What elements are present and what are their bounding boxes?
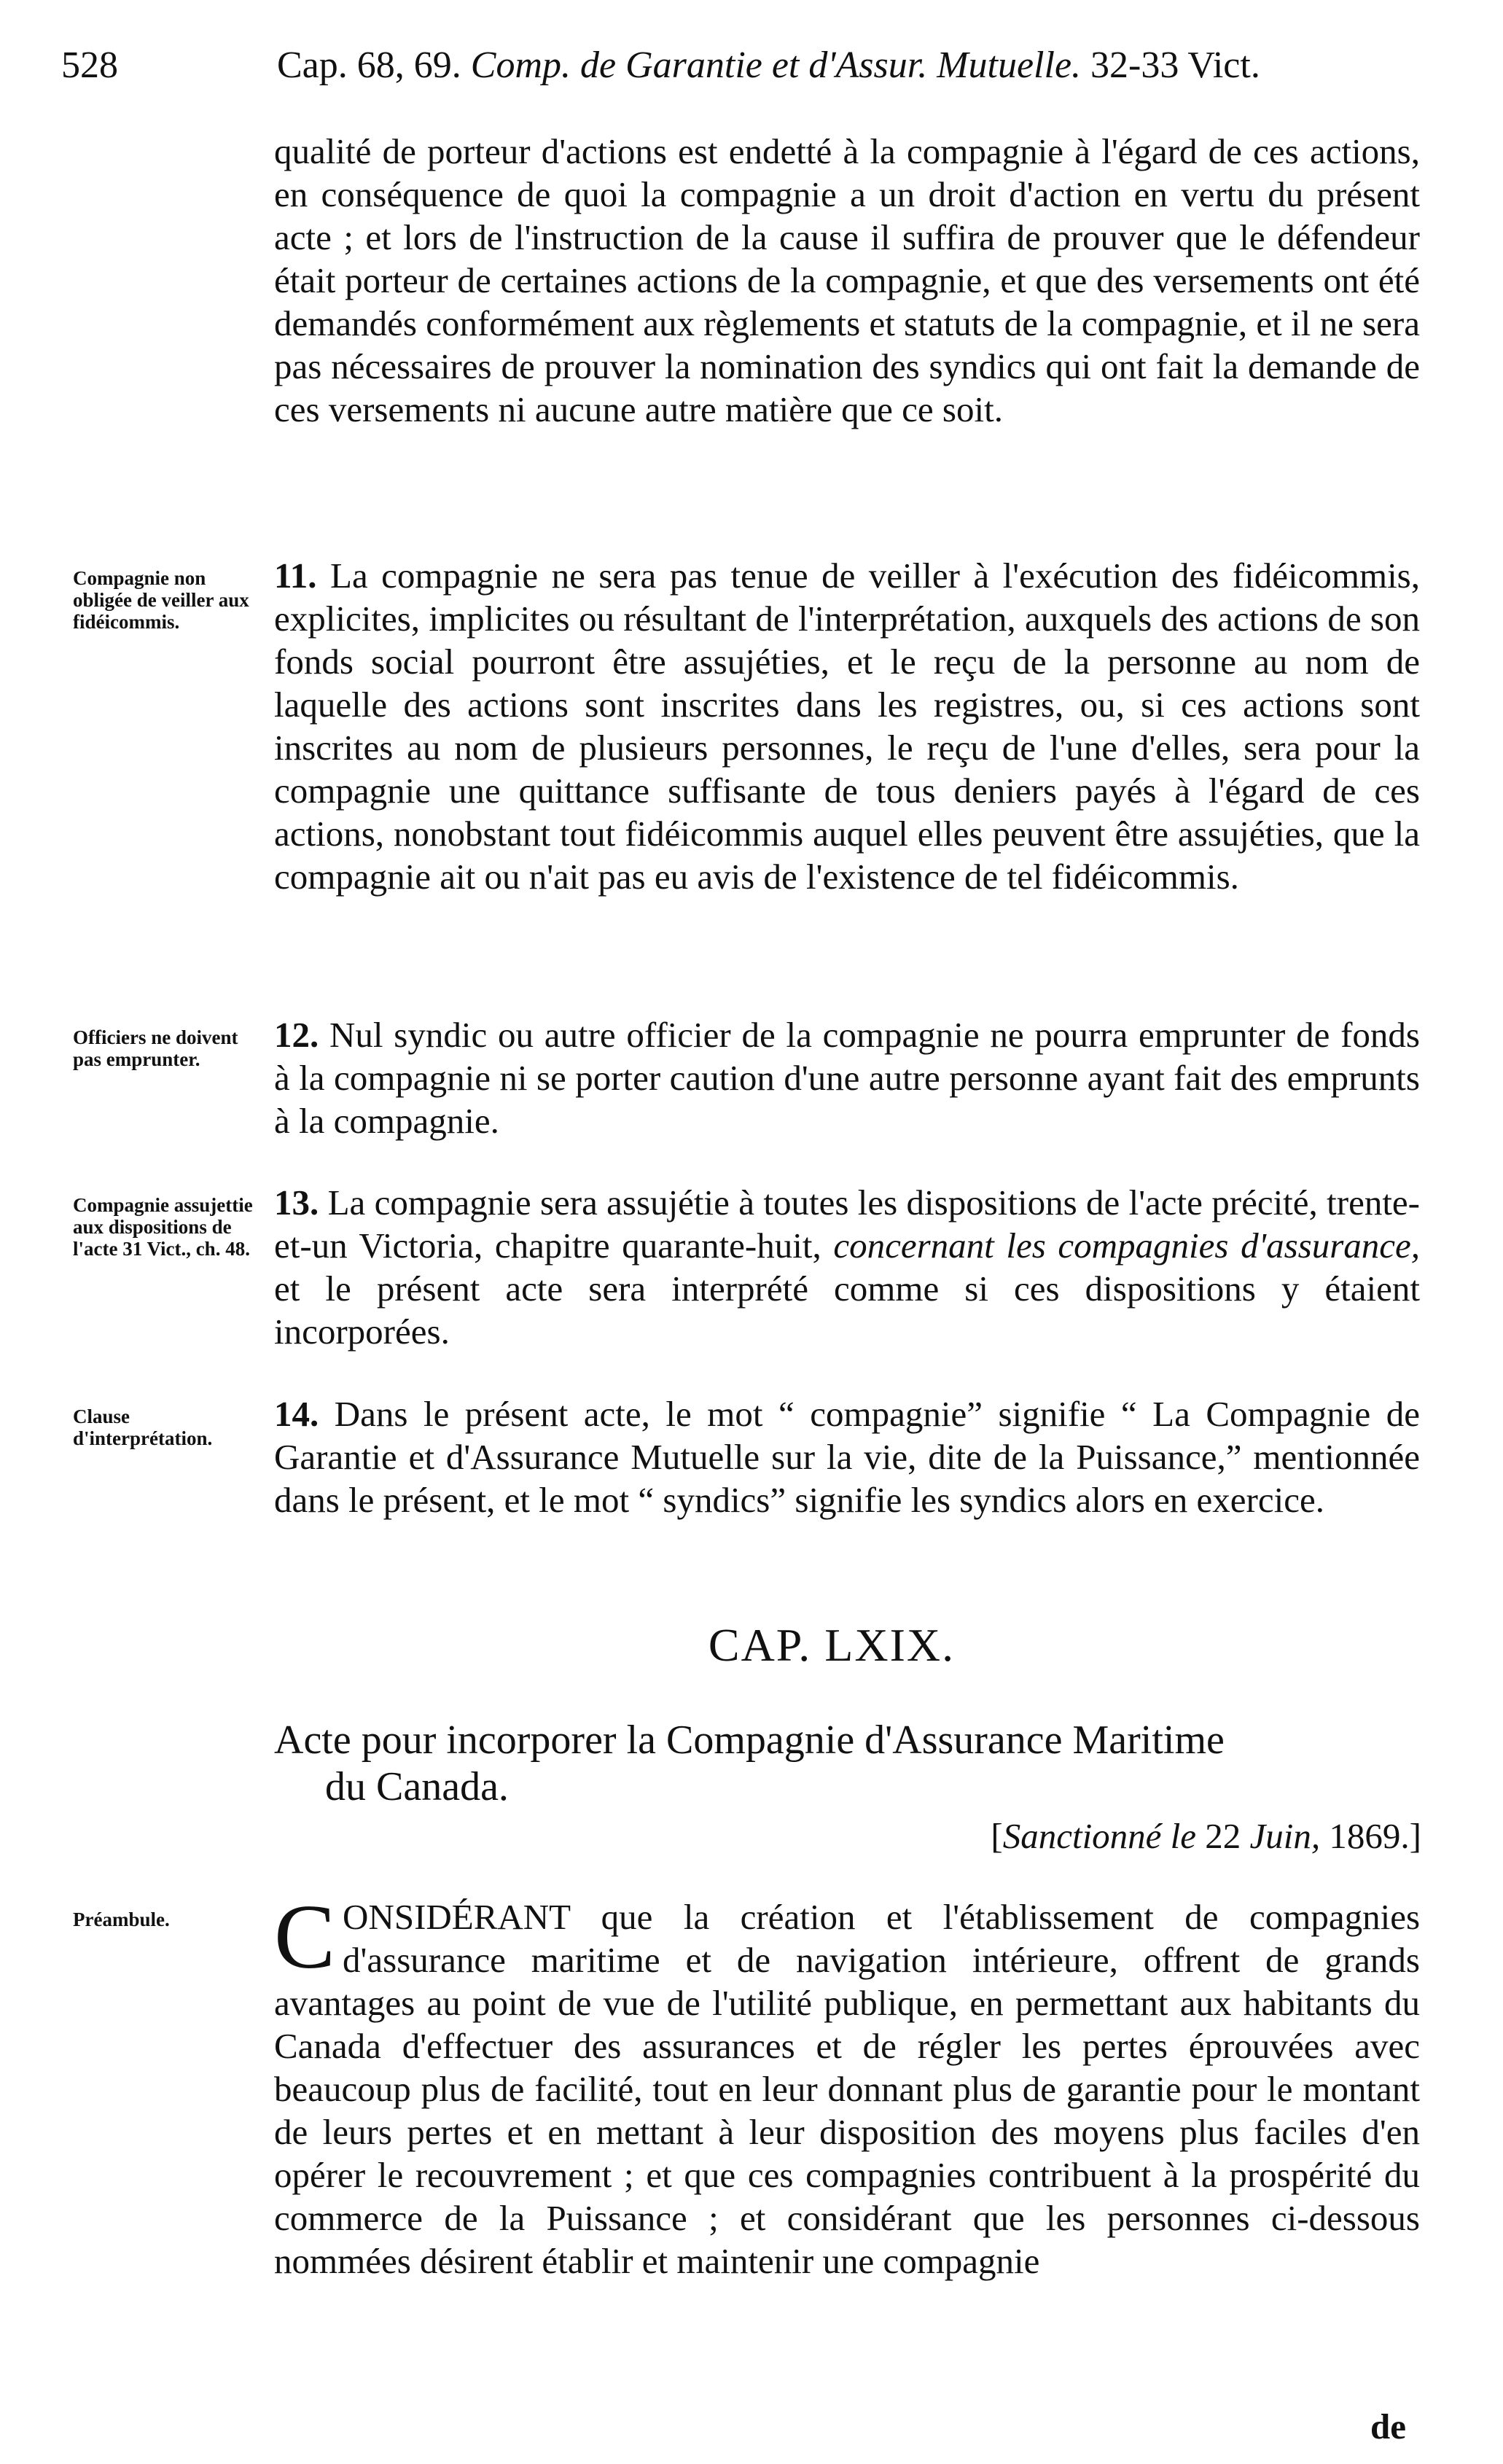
section-13 bbox=[274, 1181, 1420, 1353]
page-number: 528 bbox=[61, 44, 118, 86]
margin-note-12: Officiers ne doivent pas emprunter. bbox=[73, 1026, 238, 1070]
margin-note-14: Clause d'interprétation. bbox=[73, 1406, 213, 1449]
section-11 bbox=[274, 554, 1420, 898]
section-13-number: 13. bbox=[274, 1182, 319, 1223]
section-11-text: La compagnie ne sera pas tenue de veiller à l'exécution des fidéicommis, explicites, implicites ou résultant de l'interprétation, auxquels des actions de son fonds social pourront être assujéties, et le reçu de la personne au nom de laquelle des actions sont inscrites dans les registres, ou, si ces actions sont inscrites au nom de plusieurs personnes, le reçu de l'une d'elles, sera pour la compagnie une quittance suffisante de tous deniers payés à l'égard de ces actions, nonobstant tout fidéicommis auquel elles peuvent être assujéties, que la compagnie ait ou n'ait pas eu avis de l'existence de tel fidéicommis. bbox=[274, 555, 1421, 897]
margin-note-preamble: Préambule. bbox=[73, 1909, 170, 1930]
drop-cap: C bbox=[274, 1887, 336, 1988]
section-13-act-reference: concernant les compagnies d'assurance, bbox=[833, 1225, 1421, 1266]
header-year: 32-33 Vict. bbox=[1090, 44, 1260, 86]
section-11-number: 11. bbox=[274, 555, 317, 596]
section-12 bbox=[274, 1013, 1420, 1142]
section-12-number: 12. bbox=[274, 1015, 319, 1055]
sanction-date bbox=[838, 1815, 1421, 1857]
act-title-line2: du Canada. bbox=[325, 1764, 509, 1809]
running-title bbox=[277, 44, 1260, 87]
act-title-line1: Acte pour incorporer la Compagnie d'Assurance Maritime bbox=[274, 1718, 1225, 1763]
sanction-month: Juin, bbox=[1249, 1816, 1321, 1856]
catchword: de bbox=[1370, 2406, 1406, 2447]
running-header bbox=[61, 44, 1453, 102]
chapter-heading bbox=[0, 1618, 1503, 1672]
sanction-day: 22 bbox=[1205, 1816, 1241, 1856]
preamble bbox=[274, 1887, 1421, 2282]
margin-note-11: Compagnie non obligée de veiller aux fidéicommis. bbox=[73, 567, 249, 633]
section-14 bbox=[274, 1392, 1420, 1521]
margin-note-13: Compagnie assujettie aux dispositions de l'acte 31 Vict., ch. 48. bbox=[73, 1194, 253, 1260]
preamble-lead: ONSIDÉRANT bbox=[343, 1897, 571, 1937]
preamble-text: que la création et l'établissement de compagnies d'assurance maritime et de navigation intérieure, offrent de grands avantages au point de vue de l'utilité publique, en permettant aux habitants du Canada d'effectuer des assurances et de régler les pertes éprouvées avec beaucoup plus de facilité, tout en leur donnant plus de garantie pour le montant de leurs pertes et en mettant à leur disposition des moyens plus faciles d'en opérer le recouvrement ; et que ces compagnies contribuent à la prospérité du commerce de la Puissance ; et considérant que les personnes ci-dessous nommées désirent établir et maintenir une compagnie bbox=[274, 1897, 1421, 2281]
header-title: Comp. de Garantie et d'Assur. Mutuelle. bbox=[470, 44, 1082, 86]
section-12-text: Nul syndic ou autre officier de la compagnie ne pourra emprunter de fonds à la compagnie ni se porter caution d'une autre personne ayant fait des emprunts à la compagnie. bbox=[274, 1015, 1420, 1141]
chapter-heading-text: CAP. LXIX. bbox=[708, 1619, 956, 1671]
act-title bbox=[274, 1717, 1420, 1810]
section-14-text: Dans le présent acte, le mot “ compagnie” signifie “ La Compagnie de Garantie et d'Assurance Mutuelle sur la vie, dite de la Puissance,” mentionnée dans le présent, et le mot “ syndics” signifie les syndics alors en exercice. bbox=[274, 1394, 1420, 1520]
sanction-label: Sanctionné le bbox=[1002, 1816, 1197, 1856]
sanction-open: [ bbox=[991, 1816, 1003, 1856]
section-14-number: 14. bbox=[274, 1394, 319, 1434]
sanction-year: 1869.] bbox=[1329, 1816, 1421, 1856]
section-13-text-end: et le présent acte sera interprété comme si ces dispositions y étaient incorporées. bbox=[274, 1268, 1420, 1352]
continuation-paragraph: qualité de porteur d'actions est endetté à la compagnie à l'égard de ces actions, en conséquence de quoi la compagnie a un droit d'action en vertu du présent acte ; et lors de l'instruction de la cause il suffira de prouver que le défendeur était porteur de certaines actions de la compagnie, et que des versements ont été demandés conformément aux règlements et statuts de la compagnie, et il ne sera pas nécessaires de prouver la nomination des syndics qui ont fait la demande de ces versements ni aucune autre matière que ce soit. bbox=[274, 131, 1420, 429]
header-chapter: Cap. 68, 69. bbox=[277, 44, 461, 86]
section-13-text: La compagnie sera assujétie à toutes les dispositions de l'acte précité, trente-et-un Victoria, chapitre quarante-huit, bbox=[274, 1182, 1421, 1266]
